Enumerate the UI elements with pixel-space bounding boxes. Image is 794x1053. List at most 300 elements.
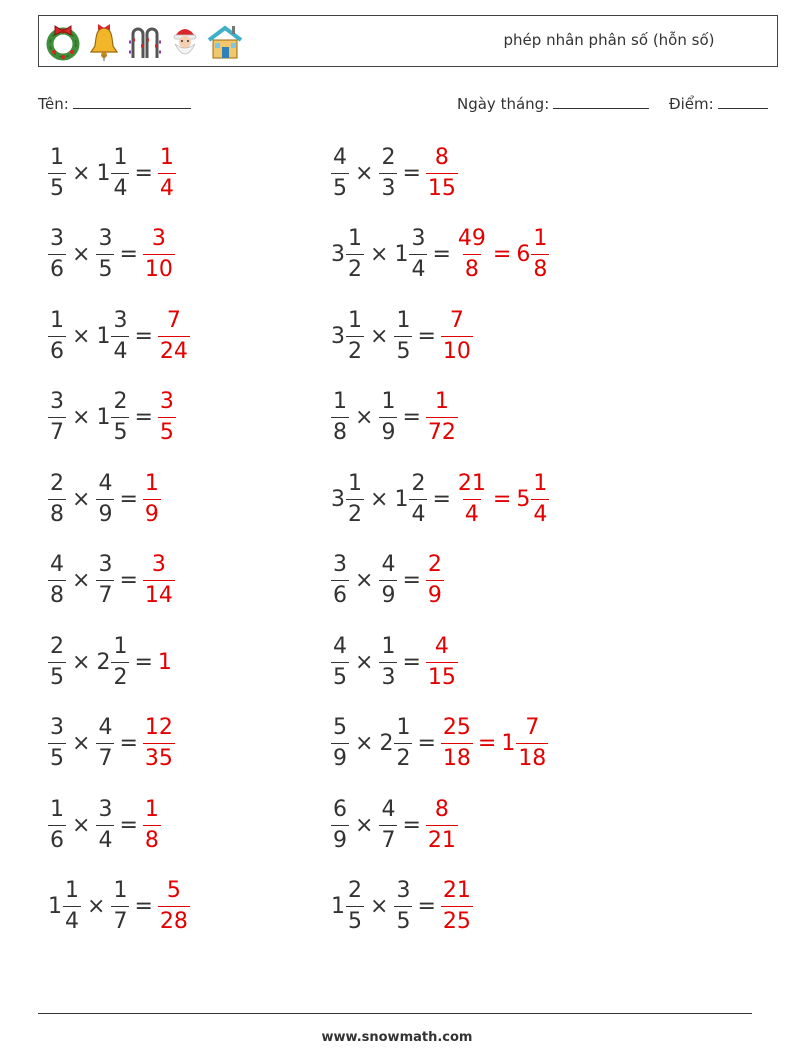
times-sign: × [72,323,91,349]
equals-sign: = [119,731,138,756]
answer-equals-sign: = [492,242,512,267]
equals-sign: = [119,242,138,267]
numerator: 3 [98,226,113,251]
second-factor [394,307,412,364]
denominator: 9 [96,499,114,526]
denominator: 5 [331,173,349,200]
first-factor [48,880,81,933]
numerator: 1 [50,144,64,170]
numerator: 1 [50,307,64,333]
problem-item [331,223,549,287]
fraction [48,717,66,770]
denominator: 6 [48,825,66,852]
numerator: 2 [50,633,64,659]
denominator: 6 [48,336,66,363]
answer-fraction [158,880,190,933]
numerator: 21 [457,470,486,496]
whole-part: 3 [331,323,345,349]
whole-part: 1 [394,242,409,267]
numerator: 4 [434,633,449,659]
fraction [346,880,364,933]
problem-item [331,304,473,368]
wreath-icon [43,22,83,62]
whole-part: 1 [96,323,111,349]
answer [441,307,473,364]
fraction [96,717,114,770]
fraction [394,307,412,364]
problem-item [48,223,175,287]
answer-fraction [143,554,175,607]
problem-item [331,793,458,857]
numerator: 3 [159,389,174,414]
denominator: 9 [331,743,349,770]
numerator: 1 [144,470,159,496]
denominator: 2 [346,336,364,363]
numerator: 2 [113,389,128,414]
numerator: 2 [411,470,426,496]
answer-fraction [143,717,175,770]
answer [426,796,458,853]
denominator: 7 [96,743,114,770]
equals-sign: = [119,568,138,593]
denominator: 18 [441,743,473,770]
fraction [48,796,66,853]
whole-part: 1 [394,486,409,512]
equals-sign: = [417,731,436,756]
equals-sign: = [402,649,421,675]
second-factor [96,391,129,444]
times-sign: × [355,649,374,675]
fraction [331,633,349,690]
problem-item [331,467,549,531]
denominator: 7 [111,906,129,933]
answer-mixed-number [516,470,549,527]
whole-part: 3 [331,242,345,267]
whole-part: 6 [516,242,531,267]
denominator: 4 [409,499,427,526]
denominator: 6 [331,580,349,607]
answer-fraction [426,633,458,690]
problem-item [48,793,161,857]
answer [158,650,172,675]
numerator: 1 [381,633,396,659]
equals-sign: = [134,894,153,919]
first-factor [331,470,364,527]
second-factor [96,228,114,281]
equals-sign: = [402,405,421,430]
answer-equals-sign: = [477,731,497,756]
equals-sign: = [417,894,436,919]
equals-sign: = [134,405,153,430]
numerator: 1 [348,307,362,333]
numerator: 12 [144,715,173,740]
numerator: 1 [144,796,159,822]
second-factor [96,554,114,607]
denominator: 9 [379,580,397,607]
answer [143,717,175,770]
denominator: 8 [143,825,161,852]
fraction [48,633,66,690]
score-label: Điểm: [669,95,714,113]
denominator: 5 [48,173,66,200]
fraction [379,633,397,690]
date-field [457,94,649,113]
denominator: 4 [63,906,81,933]
denominator: 6 [48,254,66,281]
answer-fraction [441,717,473,770]
equals-sign: = [402,568,421,593]
numerator: 1 [348,226,362,251]
whole-part: 1 [48,894,62,919]
equals-sign: = [119,812,138,838]
times-sign: × [355,160,374,186]
numerator: 4 [98,470,113,496]
answer [143,554,175,607]
equals-sign: = [134,323,153,349]
numerator: 25 [442,715,471,740]
numerator: 3 [151,226,166,251]
denominator: 2 [394,743,412,770]
answer [143,796,161,853]
numerator: 4 [333,633,347,659]
santa-icon [169,22,201,62]
denominator: 25 [441,906,473,933]
score-blank [718,94,768,109]
first-factor [48,144,66,201]
numerator: 2 [427,552,442,577]
numerator: 1 [113,144,128,170]
denominator: 3 [379,173,397,200]
fraction [111,307,129,364]
problem-item [48,467,161,531]
fraction [48,554,66,607]
fraction [379,391,397,444]
numerator: 3 [50,715,64,740]
sheet-title: phép nhân phân số (hỗn số) [503,31,715,49]
answer-fraction [426,554,444,607]
second-factor [394,880,412,933]
denominator: 35 [143,743,175,770]
denominator: 4 [463,499,481,526]
second-factor [379,633,397,690]
denominator: 4 [158,173,176,200]
equals-sign: = [432,242,451,267]
fraction [346,307,364,364]
date-blank [553,94,649,109]
numerator: 8 [434,144,449,170]
second-factor [379,717,412,770]
times-sign: × [355,405,374,430]
times-sign: × [355,731,374,756]
problem-item [48,141,176,205]
fraction [346,228,364,281]
times-sign: × [72,486,91,512]
name-label: Tên: [38,95,69,113]
equals-sign: = [119,486,138,512]
fraction [331,391,349,444]
answer-fraction [158,144,176,201]
denominator: 14 [143,580,175,607]
numerator: 3 [50,389,64,414]
numerator: 7 [525,715,540,740]
numerator: 8 [434,796,449,822]
second-factor [96,633,129,690]
first-factor [48,796,66,853]
fraction [63,880,81,933]
denominator: 5 [48,662,66,689]
first-factor [331,633,349,690]
answer [158,144,176,201]
whole-part: 3 [331,486,345,512]
footer-divider [38,1013,752,1014]
header-box [38,15,778,67]
denominator: 5 [394,906,412,933]
fraction [96,228,114,281]
snowy-house-icon [205,22,245,62]
fraction [48,228,66,281]
fraction [96,470,114,527]
name-field [38,94,191,113]
denominator: 5 [394,336,412,363]
whole-part: 1 [96,160,111,186]
denominator: 9 [379,417,397,444]
second-factor [96,470,114,527]
answer-fraction [158,391,176,444]
numerator: 1 [113,633,128,659]
first-factor [331,717,349,770]
denominator: 5 [346,906,364,933]
problem-item [48,386,176,450]
whole-part: 1 [96,405,111,430]
fraction [111,391,129,444]
first-factor [331,307,364,364]
fraction [111,633,129,690]
numerator: 3 [98,552,113,577]
denominator: 4 [409,254,427,281]
answer [143,470,161,527]
fraction [96,554,114,607]
fraction [331,144,349,201]
numerator: 5 [166,878,181,903]
answer [158,880,190,933]
numerator: 6 [333,796,347,822]
numerator: 3 [98,796,113,822]
second-factor [96,717,114,770]
answer-fraction [456,470,488,527]
denominator: 15 [426,173,458,200]
first-factor [48,391,66,444]
first-factor [331,796,349,853]
answer [456,228,549,281]
numerator: 1 [533,226,548,251]
fraction [48,391,66,444]
numerator: 1 [159,144,174,170]
answer [426,144,458,201]
numerator: 5 [333,715,347,740]
problem-item [331,875,473,939]
equals-sign: = [432,486,451,512]
second-factor [379,554,397,607]
first-factor [48,470,66,527]
numerator: 3 [113,307,128,333]
numerator: 1 [333,389,347,414]
fraction [379,554,397,607]
equals-sign: = [417,323,436,349]
denominator: 2 [111,662,129,689]
denominator: 7 [96,580,114,607]
fraction [516,717,548,770]
answer [426,391,458,444]
times-sign: × [72,812,91,838]
whole-part: 2 [96,649,111,675]
times-sign: × [87,894,106,919]
first-factor [48,307,66,364]
numerator: 1 [533,470,548,496]
footer-url: www.snowmath.com [321,1030,473,1045]
answer [158,391,176,444]
denominator: 2 [346,499,364,526]
answer-fraction [143,470,161,527]
answer-fraction [426,391,458,444]
denominator: 9 [426,580,444,607]
answer-mixed-number [501,717,548,770]
numerator: 1 [396,715,411,740]
times-sign: × [370,486,389,512]
answer [426,554,444,607]
answer [143,228,175,281]
denominator: 8 [463,254,481,281]
denominator: 4 [531,499,549,526]
fraction [409,228,427,281]
problem-item [331,549,444,613]
answer-fraction [441,880,473,933]
fraction [331,717,349,770]
answer-fraction [158,307,190,364]
denominator: 8 [531,254,549,281]
denominator: 8 [48,499,66,526]
first-factor [331,880,364,933]
denominator: 4 [96,825,114,852]
denominator: 3 [379,662,397,689]
numerator: 1 [113,878,128,903]
numerator: 3 [333,552,347,577]
problem-item [48,875,190,939]
numerator: 3 [151,552,166,577]
second-factor [96,307,129,364]
times-sign: × [370,894,389,919]
second-factor [96,796,114,853]
fraction [111,144,129,201]
whole-part: 1 [501,731,516,756]
numerator: 1 [65,878,79,903]
second-factor [379,144,397,201]
answer-fraction [426,796,458,853]
numerator: 4 [98,715,113,740]
times-sign: × [72,649,91,675]
second-factor [394,228,427,281]
denominator: 8 [331,417,349,444]
numerator: 3 [50,226,64,251]
denominator: 28 [158,906,190,933]
numerator: 4 [381,552,396,577]
problem-item [331,712,548,776]
answer-fraction [441,307,473,364]
first-factor [331,144,349,201]
denominator: 5 [48,743,66,770]
fraction [96,796,114,853]
problem-item [331,141,458,205]
fraction [531,470,549,527]
first-factor [48,717,66,770]
answer-fraction [143,796,161,853]
fraction [331,554,349,607]
second-factor [379,796,397,853]
denominator: 5 [331,662,349,689]
times-sign: × [72,568,91,593]
times-sign: × [72,731,91,756]
answer-fraction [143,228,175,281]
denominator: 9 [143,499,161,526]
denominator: 18 [516,743,548,770]
problem-item [48,630,172,694]
answer [426,633,458,690]
numerator: 4 [333,144,347,170]
fraction [394,717,412,770]
first-factor [48,633,66,690]
first-factor [331,554,349,607]
denominator: 10 [143,254,175,281]
second-factor [379,391,397,444]
second-factor [394,470,427,527]
candy-cane-icon [125,22,165,62]
fraction [379,144,397,201]
numerator: 7 [166,307,181,333]
fraction [531,228,549,281]
numerator: 1 [434,389,449,414]
fraction [346,470,364,527]
numerator: 4 [50,552,64,577]
whole-part: 1 [331,894,345,919]
first-factor [331,391,349,444]
denominator: 21 [426,825,458,852]
answer [456,470,549,527]
times-sign: × [72,160,91,186]
answer [441,880,473,933]
denominator: 7 [379,825,397,852]
times-sign: × [72,405,91,430]
answer-equals-sign: = [492,486,512,512]
numerator: 4 [381,796,396,822]
answer [441,717,548,770]
problem-item [48,712,175,776]
denominator: 24 [158,336,190,363]
name-blank [73,94,191,109]
answer-fraction [426,144,458,201]
answer [158,307,190,364]
numerator: 2 [381,144,396,170]
answer-mixed-number [516,228,549,281]
date-label: Ngày tháng: [457,95,550,113]
numerator: 2 [348,878,362,903]
fraction [111,880,129,933]
bell-icon [87,22,121,62]
equals-sign: = [134,160,153,186]
numerator: 21 [442,878,471,903]
fraction [331,796,349,853]
numerator: 7 [449,307,464,333]
denominator: 10 [441,336,473,363]
numerator: 1 [396,307,411,333]
